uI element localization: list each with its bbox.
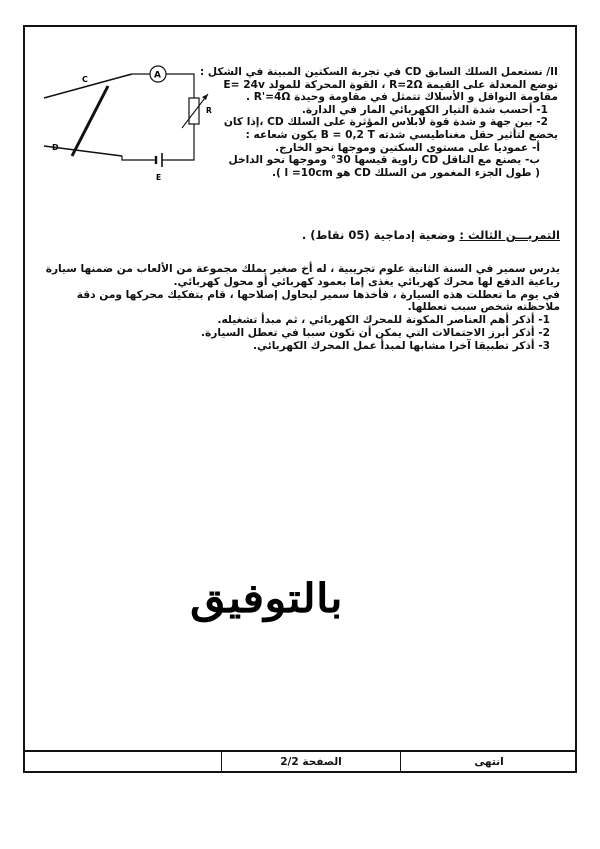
part2-line: ( طول الجزء المغمور من السلك CD هو l =10cm ). [271,166,540,179]
exercise3-heading [302,228,560,242]
label-battery: E [156,173,162,182]
exercise3-body [38,263,560,353]
label-ammeter: A [154,70,161,81]
question-item: 3- أذكر تطبيقا آخرا مشابها لمبدأ عمل المحرك الكهربائي. [252,339,550,352]
part-two-text [199,66,558,179]
footer-end-label: انتهى [400,752,577,772]
scenario-paragraph: في يوم ما تعطلت هذه السيارة ، فأخذها سمير ليحاول إصلاحها ، قام بتفكيك محركها ومن دقة ملاحظته شخص سبب تعطلها. [76,288,560,314]
circuit-diagram [42,60,247,190]
part2-line: مقاومة النواقل و الأسلاك تتمثل في مقاومة وحيدة R'=4Ω . [246,91,558,104]
part2-line: II/ نستعمل السلك السابق CD في تجربة السكتين المبينة في الشكل : [199,66,558,78]
part2-line: توضع المعدلة على القيمة R=2Ω ، القوة المحركة للمولد E= 24v [223,78,558,91]
part2-line: 1- أحسب شدة التيار الكهربائي المار في الدارة. [301,103,548,116]
label-d: D [52,143,59,152]
exercise3-title: التمريـــن الثالث : [459,228,560,242]
exercise3-subtitle: وضعية إدماجية (05 نقاط) . [301,228,456,242]
part2-line: أ- عموديا على مستوى السكتين وموجها نحو الخارج. [275,141,540,154]
part2-line: 2- بين جهة و شدة قوة لابلاس المؤثرة على السلك CD ،إذا كان [223,116,548,129]
label-resistor: R [206,106,212,115]
variable-resistor [189,98,199,124]
question-item: 1- أذكر أهم العناصر المكونة للمحرك الكهربائي ، ثم مبدأ تشغيله. [217,314,550,327]
footer-page-number: الصفحة 2/2 [221,752,400,772]
footer-blank-cell [23,752,221,772]
scenario-paragraph: يدرس سمير في السنة الثانية علوم تجريبية ، له أخ صغير يملك مجموعة من الألعاب من ضمنها سيارة رباعية الدفع لها محرك كهربائي يغذى إما بعمود كهربائي أو محول كهربائي. [45,263,560,288]
conductor-cd [72,86,108,156]
upper-rail [44,74,132,98]
good-luck-signoff: بالتوفيق [190,575,343,622]
label-c: C [82,75,88,84]
part2-line: يخضع لتأثير حقل مغناطيسي شدته B = 0,2 T يكون شعاعه : [245,128,558,141]
page-footer [23,750,577,772]
part2-line: ب- يصنع مع الناقل CD زاوية قيسها 30° وموجها نحو الداخل [228,154,540,167]
question-item: 2- أذكر أبرز الاحتمالات التي يمكن أن تكون سببا في تعطل السيارة. [201,326,550,339]
